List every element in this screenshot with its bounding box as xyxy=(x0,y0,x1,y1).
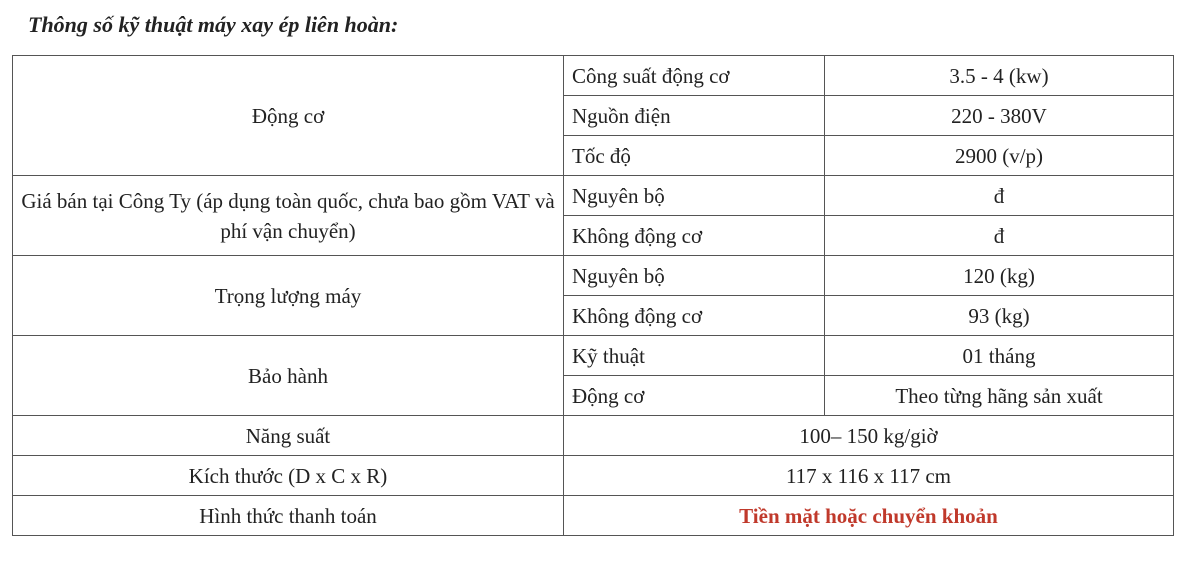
price-group-cell: Giá bán tại Công Ty (áp dụng toàn quốc, chưa bao gồm VAT và phí vận chuyển) xyxy=(13,176,564,256)
payment-value: Tiền mặt hoặc chuyển khoản xyxy=(739,503,998,528)
price-no-engine-label: Không động cơ xyxy=(564,216,825,256)
warranty-technical-label: Kỹ thuật xyxy=(564,336,825,376)
engine-group-cell: Động cơ xyxy=(13,56,564,176)
dimensions-value: 117 x 116 x 117 cm xyxy=(564,456,1174,496)
weight-full-set-value: 120 (kg) xyxy=(825,256,1174,296)
power-source-value: 220 - 380V xyxy=(825,96,1174,136)
speed-value: 2900 (v/p) xyxy=(825,136,1174,176)
weight-no-engine-label: Không động cơ xyxy=(564,296,825,336)
warranty-technical-value: 01 tháng xyxy=(825,336,1174,376)
engine-power-label: Công suất động cơ xyxy=(564,56,825,96)
price-no-engine-value: đ xyxy=(825,216,1174,256)
warranty-engine-label: Động cơ xyxy=(564,376,825,416)
payment-value-cell xyxy=(564,496,1174,536)
table-row xyxy=(13,336,1174,376)
table-row xyxy=(13,496,1174,536)
price-full-set-label: Nguyên bộ xyxy=(564,176,825,216)
weight-group-cell: Trọng lượng máy xyxy=(13,256,564,336)
page-heading: Thông số kỹ thuật máy xay ép liên hoàn: xyxy=(28,12,399,37)
power-source-label: Nguồn điện xyxy=(564,96,825,136)
warranty-engine-value: Theo từng hãng sản xuất xyxy=(825,376,1174,416)
table-row xyxy=(13,176,1174,216)
table-row xyxy=(13,56,1174,96)
spec-table xyxy=(12,55,1174,536)
price-full-set-value: đ xyxy=(825,176,1174,216)
capacity-value: 100– 150 kg/giờ xyxy=(564,416,1174,456)
speed-label: Tốc độ xyxy=(564,136,825,176)
engine-power-value: 3.5 - 4 (kw) xyxy=(825,56,1174,96)
warranty-group-cell: Bảo hành xyxy=(13,336,564,416)
payment-label: Hình thức thanh toán xyxy=(13,496,564,536)
weight-full-set-label: Nguyên bộ xyxy=(564,256,825,296)
capacity-label: Năng suất xyxy=(13,416,564,456)
table-row xyxy=(13,416,1174,456)
weight-no-engine-value: 93 (kg) xyxy=(825,296,1174,336)
table-row xyxy=(13,456,1174,496)
table-row xyxy=(13,256,1174,296)
dimensions-label: Kích thước (D x C x R) xyxy=(13,456,564,496)
